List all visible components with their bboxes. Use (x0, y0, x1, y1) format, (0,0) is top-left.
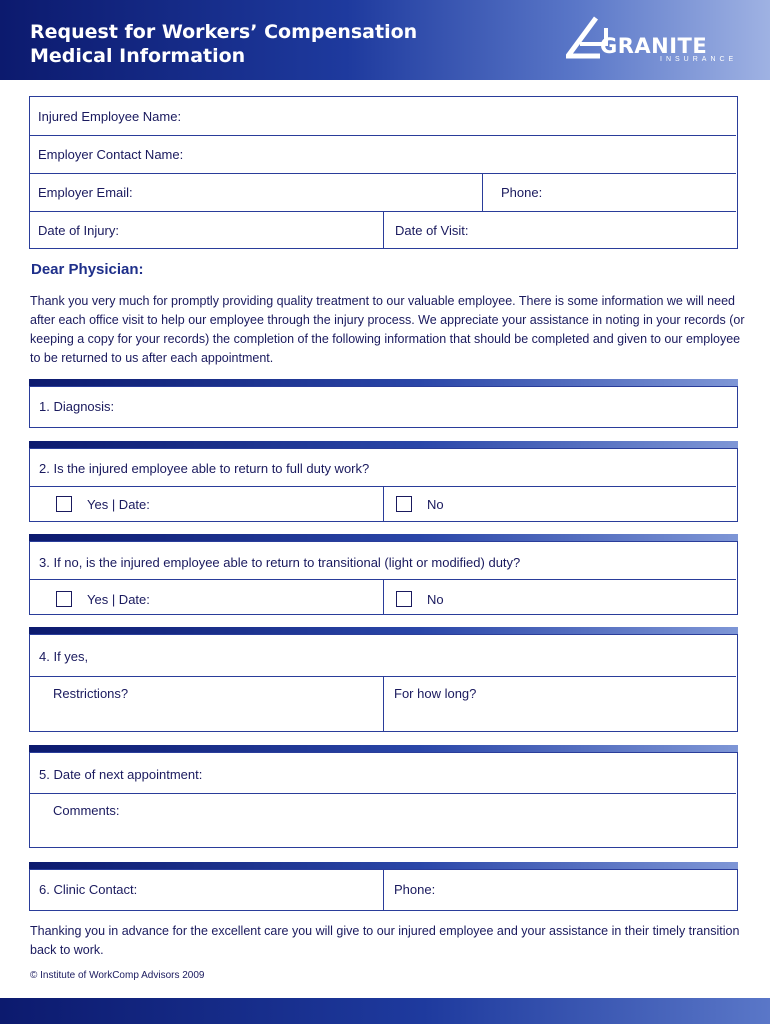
q2-divider (383, 487, 384, 521)
q4-how-long-label[interactable]: For how long? (394, 686, 477, 701)
employee-info-table (29, 96, 738, 249)
q1-diagnosis-box[interactable] (29, 386, 738, 428)
q4-restrictions-label[interactable]: Restrictions? (53, 686, 129, 701)
granite-logo (566, 16, 742, 68)
q4-divider (383, 677, 384, 731)
q4-box (29, 634, 738, 732)
q2-no-checkbox[interactable] (396, 496, 412, 512)
q6-phone-label[interactable]: Phone: (394, 882, 436, 897)
q2-answer-row (30, 487, 736, 521)
footer-banner (0, 998, 770, 1024)
q2-question-row (30, 449, 736, 487)
q3-no-label: No (427, 592, 444, 607)
q1-diagnosis-label: 1. Diagnosis: (39, 399, 115, 414)
q3-box (29, 541, 738, 615)
q5-box (29, 752, 738, 848)
q5-next-appointment-row[interactable] (30, 753, 736, 794)
q4-question-label: 4. If yes, (39, 649, 89, 664)
q4-answer-row (30, 677, 736, 731)
dates-divider (383, 212, 384, 248)
employer-contact-name-label: Employer Contact Name: (38, 147, 184, 162)
logo-name: GRANITE (600, 34, 708, 58)
q2-yes-label: Yes | Date: (87, 497, 150, 512)
q6-box (29, 869, 738, 911)
date-of-visit-label: Date of Visit: (395, 223, 469, 238)
letter-body: Thank you very much for promptly providing quality treatment to our valuable employee. There is some information we will need after each office visit to help our employee through the injury process. We appreciate your assistance in noting in your records (or keeping a copy for your records) the completion of the following information that should be completed and given to our employee to be returned to us after each appointment. (30, 294, 745, 365)
header-banner (0, 0, 770, 80)
title-line-1: Request for Workers’ Compensation (30, 21, 418, 43)
q3-yes-label: Yes | Date: (87, 592, 150, 607)
employer-email-label: Employer Email: (38, 185, 133, 200)
q3-yes-checkbox[interactable] (56, 591, 72, 607)
row-injured-employee-name[interactable] (30, 97, 736, 136)
injured-employee-name-label: Injured Employee Name: (38, 109, 182, 124)
q5-comments-row[interactable] (30, 794, 736, 847)
row-employer-contact-name[interactable] (30, 136, 736, 174)
copyright-notice: © Institute of WorkComp Advisors 2009 (30, 970, 205, 981)
row-employer-email-phone (30, 174, 736, 212)
employer-phone-label: Phone: (501, 185, 543, 200)
row-dates (30, 212, 736, 248)
q4-question-row (30, 635, 736, 677)
title-line-2: Medical Information (30, 45, 246, 67)
q3-divider (383, 580, 384, 614)
q2-yes-checkbox[interactable] (56, 496, 72, 512)
q6-clinic-contact-label[interactable]: 6. Clinic Contact: (39, 882, 138, 897)
q2-box (29, 448, 738, 522)
email-phone-divider (482, 174, 483, 211)
q3-no-checkbox[interactable] (396, 591, 412, 607)
q3-answer-row (30, 580, 736, 614)
closing-text: Thanking you in advance for the excellent care you will give to our injured employee and your assistance in their timely transition back to work. (30, 924, 740, 957)
date-of-injury-label: Date of Injury: (38, 223, 119, 238)
q2-question-label: 2. Is the injured employee able to return to full duty work? (39, 461, 370, 476)
q5-comments-label: Comments: (53, 803, 120, 818)
q3-question-label: 3. If no, is the injured employee able to return to transitional (light or modified) duty? (39, 555, 521, 570)
page-title (30, 20, 450, 68)
logo-subtitle: INSURANCE (660, 56, 738, 63)
q5-next-appointment-label: 5. Date of next appointment: (39, 767, 203, 782)
q6-divider (383, 870, 384, 910)
greeting: Dear Physician: (31, 261, 144, 278)
q3-question-row (30, 542, 736, 580)
q2-no-label: No (427, 497, 444, 512)
